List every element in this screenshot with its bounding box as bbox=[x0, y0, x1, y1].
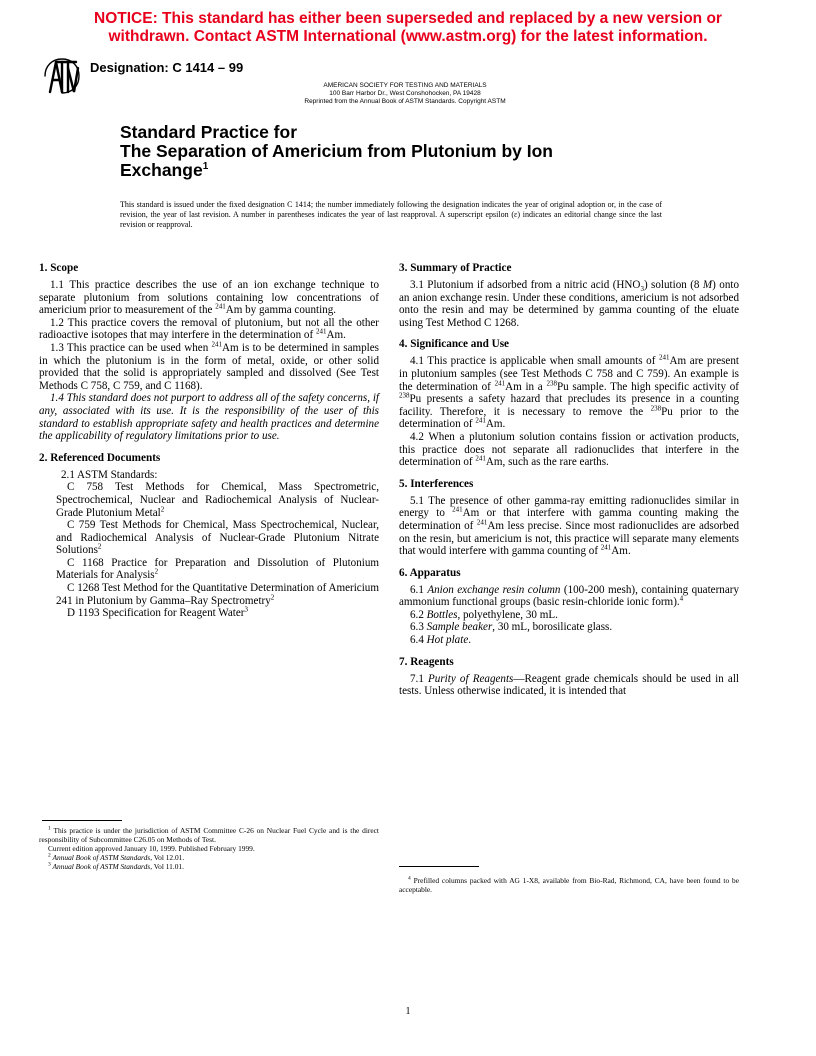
reference-list bbox=[39, 481, 379, 620]
footnotes-right bbox=[399, 876, 739, 894]
designation: Designation: C 1414 – 99 bbox=[90, 60, 244, 75]
designation-intro: This standard is issued under the fixed designation C 1414; the number immediately following the designation indicates the year of original adoption or, in the case of revision, the year of last revision. A number in parentheses indicates the year of last reapproval. A superscript epsilon (ε) indicates an editorial change since the last revision or reapproval. bbox=[120, 200, 662, 229]
paragraph-6-4: 6.4 Hot plate. bbox=[410, 634, 472, 647]
paragraph-1-2: 1.2 This practice covers the removal of plutonium, but not all the other radioactive isotopes that may interfere in the determination of $^{241}$Am. bbox=[39, 316, 379, 342]
paragraph-1-4: 1.4 This standard does not purport to address all of the safety concerns, if any, associated with its use. It is the responsibility of the user of this standard to establish appropriate safety and health practices and determine the applicability of regulatory limitations prior to use. bbox=[39, 392, 379, 443]
title-line-2: The Separation of Americium from Plutonium by Ion bbox=[120, 141, 553, 161]
footnote-3: $^3$ Annual Book of ASTM Standards, Vol 11.01. bbox=[48, 861, 184, 871]
paragraph-7-1: 7.1 Purity of Reagents—Reagent grade chemicals should be used in all tests. Unless otherwise indicated, it is intended that bbox=[399, 672, 739, 698]
title-line-3: Exchange$^1$ bbox=[120, 160, 209, 180]
paragraph-1-1: 1.1 This practice describes the use of an ion exchange technique to separate plutonium from solutions containing low concentrations of americium prior to measurement of the $^{241}$Am by gamma counting. bbox=[39, 279, 379, 317]
footnote-2: $^2$ Annual Book of ASTM Standards, Vol 12.01. bbox=[48, 852, 185, 862]
reference-item: C 759 Test Methods for Chemical, Mass Spectrochemical, Nuclear, and Radiochemical Analysis of Nuclear-Grade Plutonium Nitrate Solutions$^2$ bbox=[56, 519, 379, 557]
astm-logo-icon bbox=[42, 56, 82, 96]
paragraph-4-1: 4.1 This practice is applicable when small amounts of $^{241}$Am are present in plutonium samples (see Test Methods C 758 and C 759). An example is the determination of $^{241}$Am in a $^{238}$Pu sample. The high specific activity of $^{238}$Pu presents a safety hazard that precludes its presence in a counting facility. Therefore, it is necessary to remove the $^{238}$Pu prior to the determination of $^{241}$Am. bbox=[399, 353, 739, 431]
notice-line-2: withdrawn. Contact ASTM International (www.astm.org) for the latest information. bbox=[108, 28, 708, 45]
supersede-notice bbox=[0, 10, 816, 46]
reference-item: C 1268 Test Method for the Quantitative Determination of Americium 241 in Plutonium by Gamma–Ray Spectrometry$^2$ bbox=[56, 582, 379, 607]
section-heading-significance: 4. Significance and Use bbox=[399, 338, 510, 351]
section-heading-referenced-documents: 2. Referenced Documents bbox=[39, 451, 161, 464]
footnote-rule-left bbox=[42, 820, 122, 821]
paragraph-6-2: 6.2 Bottles, polyethylene, 30 mL. bbox=[410, 608, 558, 621]
paragraph-3-1: 3.1 Plutonium if adsorbed from a nitric acid $(HNO_3)$ solution (8 M) onto an anion exchange resin. Under these conditions, americium is not adsorbed onto the resin and may be determined by gamma counting of the eluate using Test Method C 1268. bbox=[399, 279, 739, 329]
section-heading-apparatus: 6. Apparatus bbox=[399, 566, 461, 579]
publisher-block bbox=[250, 82, 560, 106]
reference-item: C 758 Test Methods for Chemical, Mass Spectrometric, Spectrochemical, Nuclear and Radiochemical Analysis of Nuclear-Grade Plutonium Metal$^2$ bbox=[56, 481, 379, 519]
paragraph-6-3: 6.3 Sample beaker, 30 mL, borosilicate glass. bbox=[410, 621, 613, 634]
paragraph-1-3: 1.3 This practice can be used when $^{241}$Am is to be determined in samples in which the plutonium is in the form of metal, oxide, or other solid provided that the solid is appropriately sampled and dissolved (See Test Methods C 758, C 759, and C 1168). bbox=[39, 340, 379, 392]
paragraph-5-1: 5.1 The presence of other gamma-ray emitting radionuclides similar in energy to $^{241}$Am or that interfere with gamma counting making the determination of $^{241}$Am less precise. Since most radionuclides are adsorbed on the resin, but americium is not, this practice will separate many elements that would interfere with gamma counting of $^{241}$Am. bbox=[399, 494, 739, 558]
section-heading-reagents: 7. Reagents bbox=[399, 655, 454, 668]
footnote-4: $^4$ Prefilled columns packed with AG 1-X8, available from Bio-Rad, Richmond, CA, have been found to be acceptable. bbox=[399, 875, 739, 894]
footnote-rule-right bbox=[399, 866, 479, 867]
section-heading-scope: 1. Scope bbox=[39, 262, 79, 274]
right-column bbox=[399, 262, 739, 698]
reference-item: C 1168 Practice for Preparation and Dissolution of Plutonium Materials for Analysis$^2$ bbox=[56, 556, 379, 582]
paragraph-6-1: 6.1 Anion exchange resin column (100-200 mesh), containing quaternary ammonium functional groups (basic resin-chloride ionic form).$^4$ bbox=[399, 583, 739, 609]
notice-line-1: NOTICE: This standard has either been superseded and replaced by a new version or bbox=[94, 10, 722, 27]
left-column bbox=[39, 262, 379, 620]
section-heading-summary: 3. Summary of Practice bbox=[399, 262, 512, 274]
paragraph-4-2: 4.2 When a plutonium solution contains fission or activation products, this practice does not separate all radionuclides that interfere in the determination of $^{241}$Am, such as the rare earths. bbox=[399, 430, 739, 469]
document-title bbox=[120, 123, 680, 180]
publisher-address: 100 Barr Harbor Dr., West Conshohocken, PA 19428 bbox=[329, 90, 481, 97]
footnote-1: $^1$ This practice is under the jurisdiction of ASTM Committee C-26 on Nuclear Fuel Cycle and is the direct responsibility of Subcommittee C26.05 on Methods of Test. bbox=[39, 825, 379, 844]
publisher-name: AMERICAN SOCIETY FOR TESTING AND MATERIALS bbox=[323, 82, 487, 89]
page-number: 1 bbox=[405, 1006, 411, 1017]
publisher-copyright: Reprinted from the Annual Book of ASTM Standards. Copyright ASTM bbox=[304, 98, 506, 105]
reference-item: D 1193 Specification for Reagent Water$^3$ bbox=[67, 605, 248, 620]
title-footnote-mark: 1 bbox=[202, 161, 209, 173]
astm-standards-intro: 2.1 ASTM Standards: bbox=[61, 468, 158, 481]
title-line-1: Standard Practice for bbox=[120, 122, 297, 142]
footnotes-left bbox=[39, 826, 379, 871]
section-heading-interferences: 5. Interferences bbox=[399, 477, 474, 490]
footnote-1-approval: Current edition approved January 10, 1999. Published February 1999. bbox=[48, 844, 255, 853]
